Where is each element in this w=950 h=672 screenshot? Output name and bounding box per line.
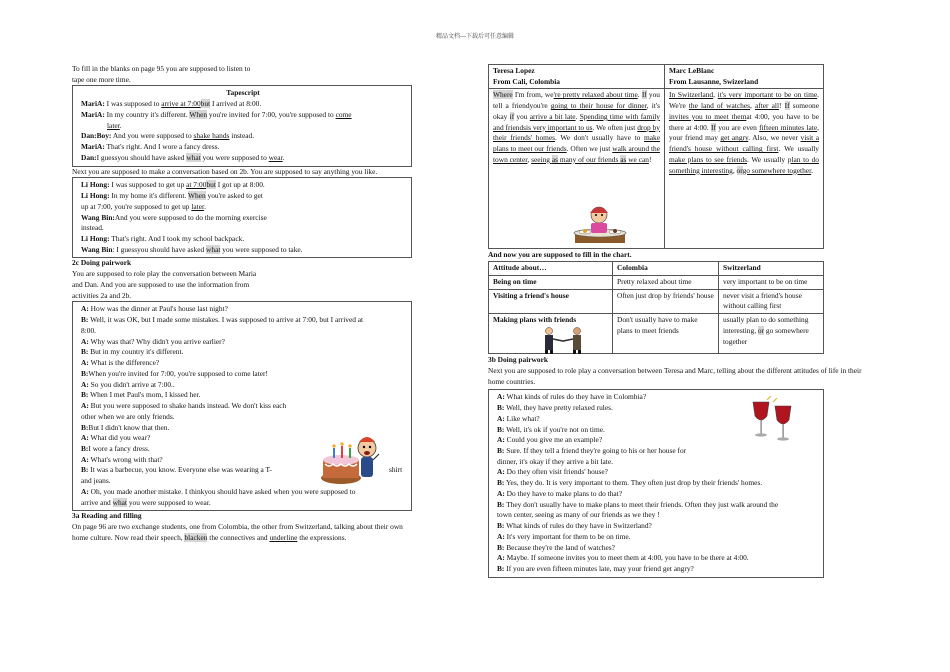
pairwork-instruction: activities 2a and 2b.: [72, 290, 132, 300]
conversation-box: [72, 177, 412, 258]
dialog-line: B: If you are even fifteen minutes late, may your friend get angry?: [497, 564, 694, 574]
marc-header: Marc LeBlanc From Lausanne, Swizerland: [665, 65, 824, 89]
speech-segment: I'm from, we: [512, 90, 554, 100]
speech-segment: make plans to meet our friends: [493, 133, 661, 154]
dialog-line: B: What kinds of rules do they have in Switzerland?: [497, 521, 652, 531]
speech-segment: , your friend may: [669, 122, 819, 143]
speech-segment: . We usually: [778, 144, 820, 154]
speech-table: [488, 64, 824, 249]
speech-segment: walk around the town center: [493, 144, 660, 164]
marc-speech: [665, 89, 824, 249]
marc-speech-text: [669, 90, 819, 176]
speech-segment: .: [811, 165, 813, 175]
dialog-line: B: They don't usually have to make plans to meet their friends. Often they just walk around the: [497, 499, 779, 509]
pairwork-instruction-3b: Next you are supposed to role play a conversation between Teresa and Marc, telling about the different attitudes of life in their home countries.: [488, 365, 862, 386]
chart-cell: Pretty relaxed about time: [613, 275, 719, 289]
speech-segment: . We're: [669, 90, 819, 111]
dialog-line: A: It's very important for them to be on time.: [497, 531, 631, 541]
conversation-line: Wang Bin:And you were supposed to do the morning exercise: [81, 212, 267, 222]
speech-segment: seeing: [531, 154, 552, 164]
birthday-cake-illustration: [319, 430, 381, 490]
chart-cell: never visit a friend's house without calling first: [719, 289, 824, 313]
reading-instruction: On page 96 are two exchange students, one from Colombia, the other from Switzerland, talking about their own: [72, 522, 403, 532]
speech-segment: it's very important to be on time: [717, 90, 818, 100]
speech-segment: .: [575, 111, 580, 121]
speech-segment: , it's okay: [493, 101, 661, 121]
speech-segment: 're pretty relaxed about time: [553, 90, 638, 100]
teresa-header: Teresa Lopez From Cali, Colombia: [489, 65, 665, 89]
tapescript-line: later.: [107, 120, 122, 130]
dialog-box-2c: [72, 301, 412, 511]
speech-segment: as: [551, 154, 558, 164]
chart-cell: Visiting a friend's house: [489, 289, 613, 313]
speech-segment: visit a friend's house without calling first: [669, 133, 819, 154]
wine-glasses-illustration: [745, 396, 801, 446]
tapescript-box: [72, 85, 412, 166]
reading-instruction: home culture. Now read their speech, blacken the connectives and underline the expressions.: [72, 532, 347, 542]
dialog-line: B:I wore a fancy dress.: [81, 443, 150, 453]
dialog-line: B: Well, they have pretty relaxed rules.: [497, 403, 613, 413]
speech-segment: or: [736, 165, 743, 175]
speech-segment: as: [620, 154, 627, 164]
tapescript-title: Tapescript: [226, 88, 260, 98]
chart-cell-text: go somewhere together: [723, 325, 809, 346]
speech-segment: go somewhere together: [742, 165, 812, 175]
dialog-line: A: Why was that? Why didn't you arrive earlier?: [81, 336, 225, 346]
dialog-line: town center, seeing as many of our friends as we they !: [497, 510, 660, 520]
dialog-line: A: What kinds of rules do they have in Colombia?: [497, 392, 647, 402]
tapescript-line: Dan:I guessyou should have asked what you were supposed to wear.: [81, 152, 285, 162]
conversation-line: Li Hong: In my home it's different. When you're asked to get: [81, 191, 263, 201]
speech-segment: . We don't usually have to: [555, 133, 644, 143]
dialog-line: 8:00.: [81, 325, 96, 335]
pairwork-instruction: and Dan. And you are supposed to use the information from: [72, 279, 250, 289]
chart-head-cell: Attitude about…: [489, 262, 613, 276]
pairwork-instruction: You are supposed to role play the conversation between Maria: [72, 269, 257, 279]
speech-segment: get angry: [720, 133, 749, 143]
dialog-line: B: Sure. If they tell a friend they're going to his or her house for: [497, 446, 687, 456]
dialog-line: A: Do they have to make plans to do that?: [497, 488, 623, 498]
speech-segment: fifteen minutes late: [759, 122, 818, 132]
kids-eating-illustration: [569, 201, 629, 247]
dialog-line: A: Like what?: [497, 413, 540, 423]
chart-cell: [719, 314, 824, 354]
speech-segment: you tell a friendyou're: [493, 90, 660, 111]
dialog-line: A: What did you wear?: [81, 433, 151, 443]
section-title-3b: 3b Doing pairwork: [488, 355, 548, 365]
conversation-line: up at 7:00, you're supposed to get up later.: [81, 201, 206, 211]
tapescript-line: MariA: That's right. And I wore a fancy dress.: [81, 142, 220, 152]
speech-segment: . Also, we never: [748, 133, 801, 143]
right-column: [488, 64, 878, 578]
dialog-line: A: How was the dinner at Paul's house last night?: [81, 304, 228, 314]
teresa-speech-text: [493, 90, 660, 165]
speech-segment: .: [637, 90, 642, 100]
speech-segment: If: [710, 122, 716, 132]
chart-cell: Often just drop by friends' house: [613, 289, 719, 313]
dialog-line: B: Yes, they do. It is very important to them. They often just drop by their friends' homes.: [497, 478, 763, 488]
speech-segment: Where: [493, 90, 513, 100]
dialog-line: arrive and what you were supposed to wear.: [81, 497, 211, 507]
dialog-line: B: When I met Paul's mom, I kissed her.: [81, 390, 201, 400]
dialog-line: A: Could you give me an example?: [497, 435, 603, 445]
dialog-line: B: But in my country it's different.: [81, 347, 184, 357]
dialog-line: and jeans.: [81, 476, 111, 486]
speech-segment: plan to do something interesting: [669, 154, 819, 175]
speech-segment: make plans to see friends: [669, 154, 748, 164]
dialog-line: A: What's wrong with that?: [81, 454, 163, 464]
speech-segment: someone: [789, 101, 819, 111]
speech-segment: many of our friends: [558, 154, 621, 164]
attitude-chart-table: [488, 261, 824, 354]
speech-segment: drop by their friends' homes: [493, 122, 660, 143]
chart-head-cell: Colombia: [613, 262, 719, 276]
dialog-line: A: Do they often visit friends' house?: [497, 467, 608, 477]
speech-segment: ,: [527, 154, 532, 164]
speech-segment: you are even: [715, 122, 760, 132]
chart-instruction: And now you are supposed to fill in the chart.: [488, 250, 632, 260]
conversation-line: Li Hong: That's right. And I took my school backpack.: [81, 234, 245, 244]
next-instruction: Next you are supposed to make a conversation based on 2b. You are supposed to say anything you like.: [72, 166, 378, 176]
chart-cell: Don't usually have to make plans to meet friends: [613, 314, 719, 354]
chart-cell-text: or: [757, 325, 765, 335]
speech-segment: !: [779, 101, 785, 111]
chart-cell-text: usually plan to do something interesting,: [723, 315, 809, 335]
dialog-line: A: So you didn't arrive at 7:00..: [81, 379, 175, 389]
speech-segment: arrive a bit late: [529, 111, 576, 121]
chart-head-cell: Switzerland: [719, 262, 824, 276]
dialog-line: B: Well, it's ok if you're not on time.: [497, 424, 605, 434]
speech-segment: at 4:00, you have to be there at 4:00.: [669, 111, 819, 132]
section-title-2c: 2c Doing pairwork: [72, 258, 132, 268]
speech-segment: going to their house for dinner: [550, 101, 647, 111]
section-title-3a: 3a Reading and filling: [72, 511, 142, 521]
dialog-line: B: Well, it was OK, but I made some mistakes. I was supposed to arrive at 7:00, but I arrived at: [81, 315, 364, 325]
speech-segment: !: [648, 154, 652, 164]
dialog-line: B: Because they're the land of watches?: [497, 542, 615, 552]
speech-segment: . Often we just: [566, 144, 613, 154]
chart-cell: very important to be on time: [719, 275, 824, 289]
dialog-line: A: But you were supposed to shake hands instead. We don't kiss each: [81, 401, 287, 411]
speech-segment: . We often just: [592, 122, 638, 132]
speech-segment: ,: [713, 90, 718, 100]
tapescript-line: MariA: I was supposed to arrive at 7:00but I arrived at 8:00.: [81, 99, 262, 109]
speech-segment: If: [641, 90, 647, 100]
speech-segment: ,: [750, 101, 755, 111]
speech-segment: If: [784, 101, 790, 111]
speech-segment: if: [509, 111, 515, 121]
speech-segment: . We usually: [747, 154, 788, 164]
intro-line-1: To fill in the blanks on page 95 you are supposed to listen to: [72, 64, 251, 73]
dialog-box-3b: [488, 389, 824, 577]
chart-cell: Being on time: [489, 275, 613, 289]
tapescript-line: MariA: In my country it's different. When you're invited for 7:00, you're supposed to come: [81, 109, 352, 119]
dialog-line: other when we are only friends.: [81, 411, 175, 421]
left-column: [72, 64, 412, 544]
handshake-illustration: [541, 326, 585, 354]
dialog-line: A: Oh, you made another mistake. I thinkyou should have asked when you were supposed to: [81, 486, 356, 496]
speech-segment: after all: [754, 101, 780, 111]
dialog-line: A: What is the difference?: [81, 358, 160, 368]
tapescript-line: Dan:Boy: And you were supposed to shake hands instead.: [81, 131, 255, 141]
speech-segment: In Switzerland: [669, 90, 714, 100]
teresa-speech: [489, 89, 665, 249]
dialog-line: B:But I didn't know that then.: [81, 422, 170, 432]
chart-cell: Making plans with friends: [489, 314, 613, 354]
speech-segment: you: [514, 111, 530, 121]
speech-segment: ,: [732, 165, 737, 175]
dialog-line: dinner, it's okay if they arrive a bit late.: [497, 456, 613, 466]
page-header: 精品文档---下载后可任意编辑: [436, 34, 514, 40]
speech-segment: Spending time with family and friendsis very important to us: [493, 111, 660, 132]
speech-segment: the land of watches: [688, 101, 750, 111]
speech-segment: we can: [626, 154, 649, 164]
intro-line-2: tape one more time.: [72, 74, 131, 84]
dialog-line: B: It was a barbecue, you know. Everyone else was wearing a T- shirt: [81, 465, 403, 475]
dialog-line: A: Maybe. If someone invites you to meet them at 4:00, you have to be there at 4:00.: [497, 553, 749, 563]
dialog-line: B:When you're invited for 7:00, you're supposed to come later!: [81, 368, 268, 378]
conversation-line: Wang Bin: I guessyou should have asked what you were supposed to take.: [81, 244, 303, 254]
conversation-line: instead.: [81, 223, 104, 233]
speech-segment: invites you to meet them: [669, 111, 747, 121]
conversation-line: Li Hong: I was supposed to get up at 7:00but I got up at 8:00.: [81, 180, 265, 190]
